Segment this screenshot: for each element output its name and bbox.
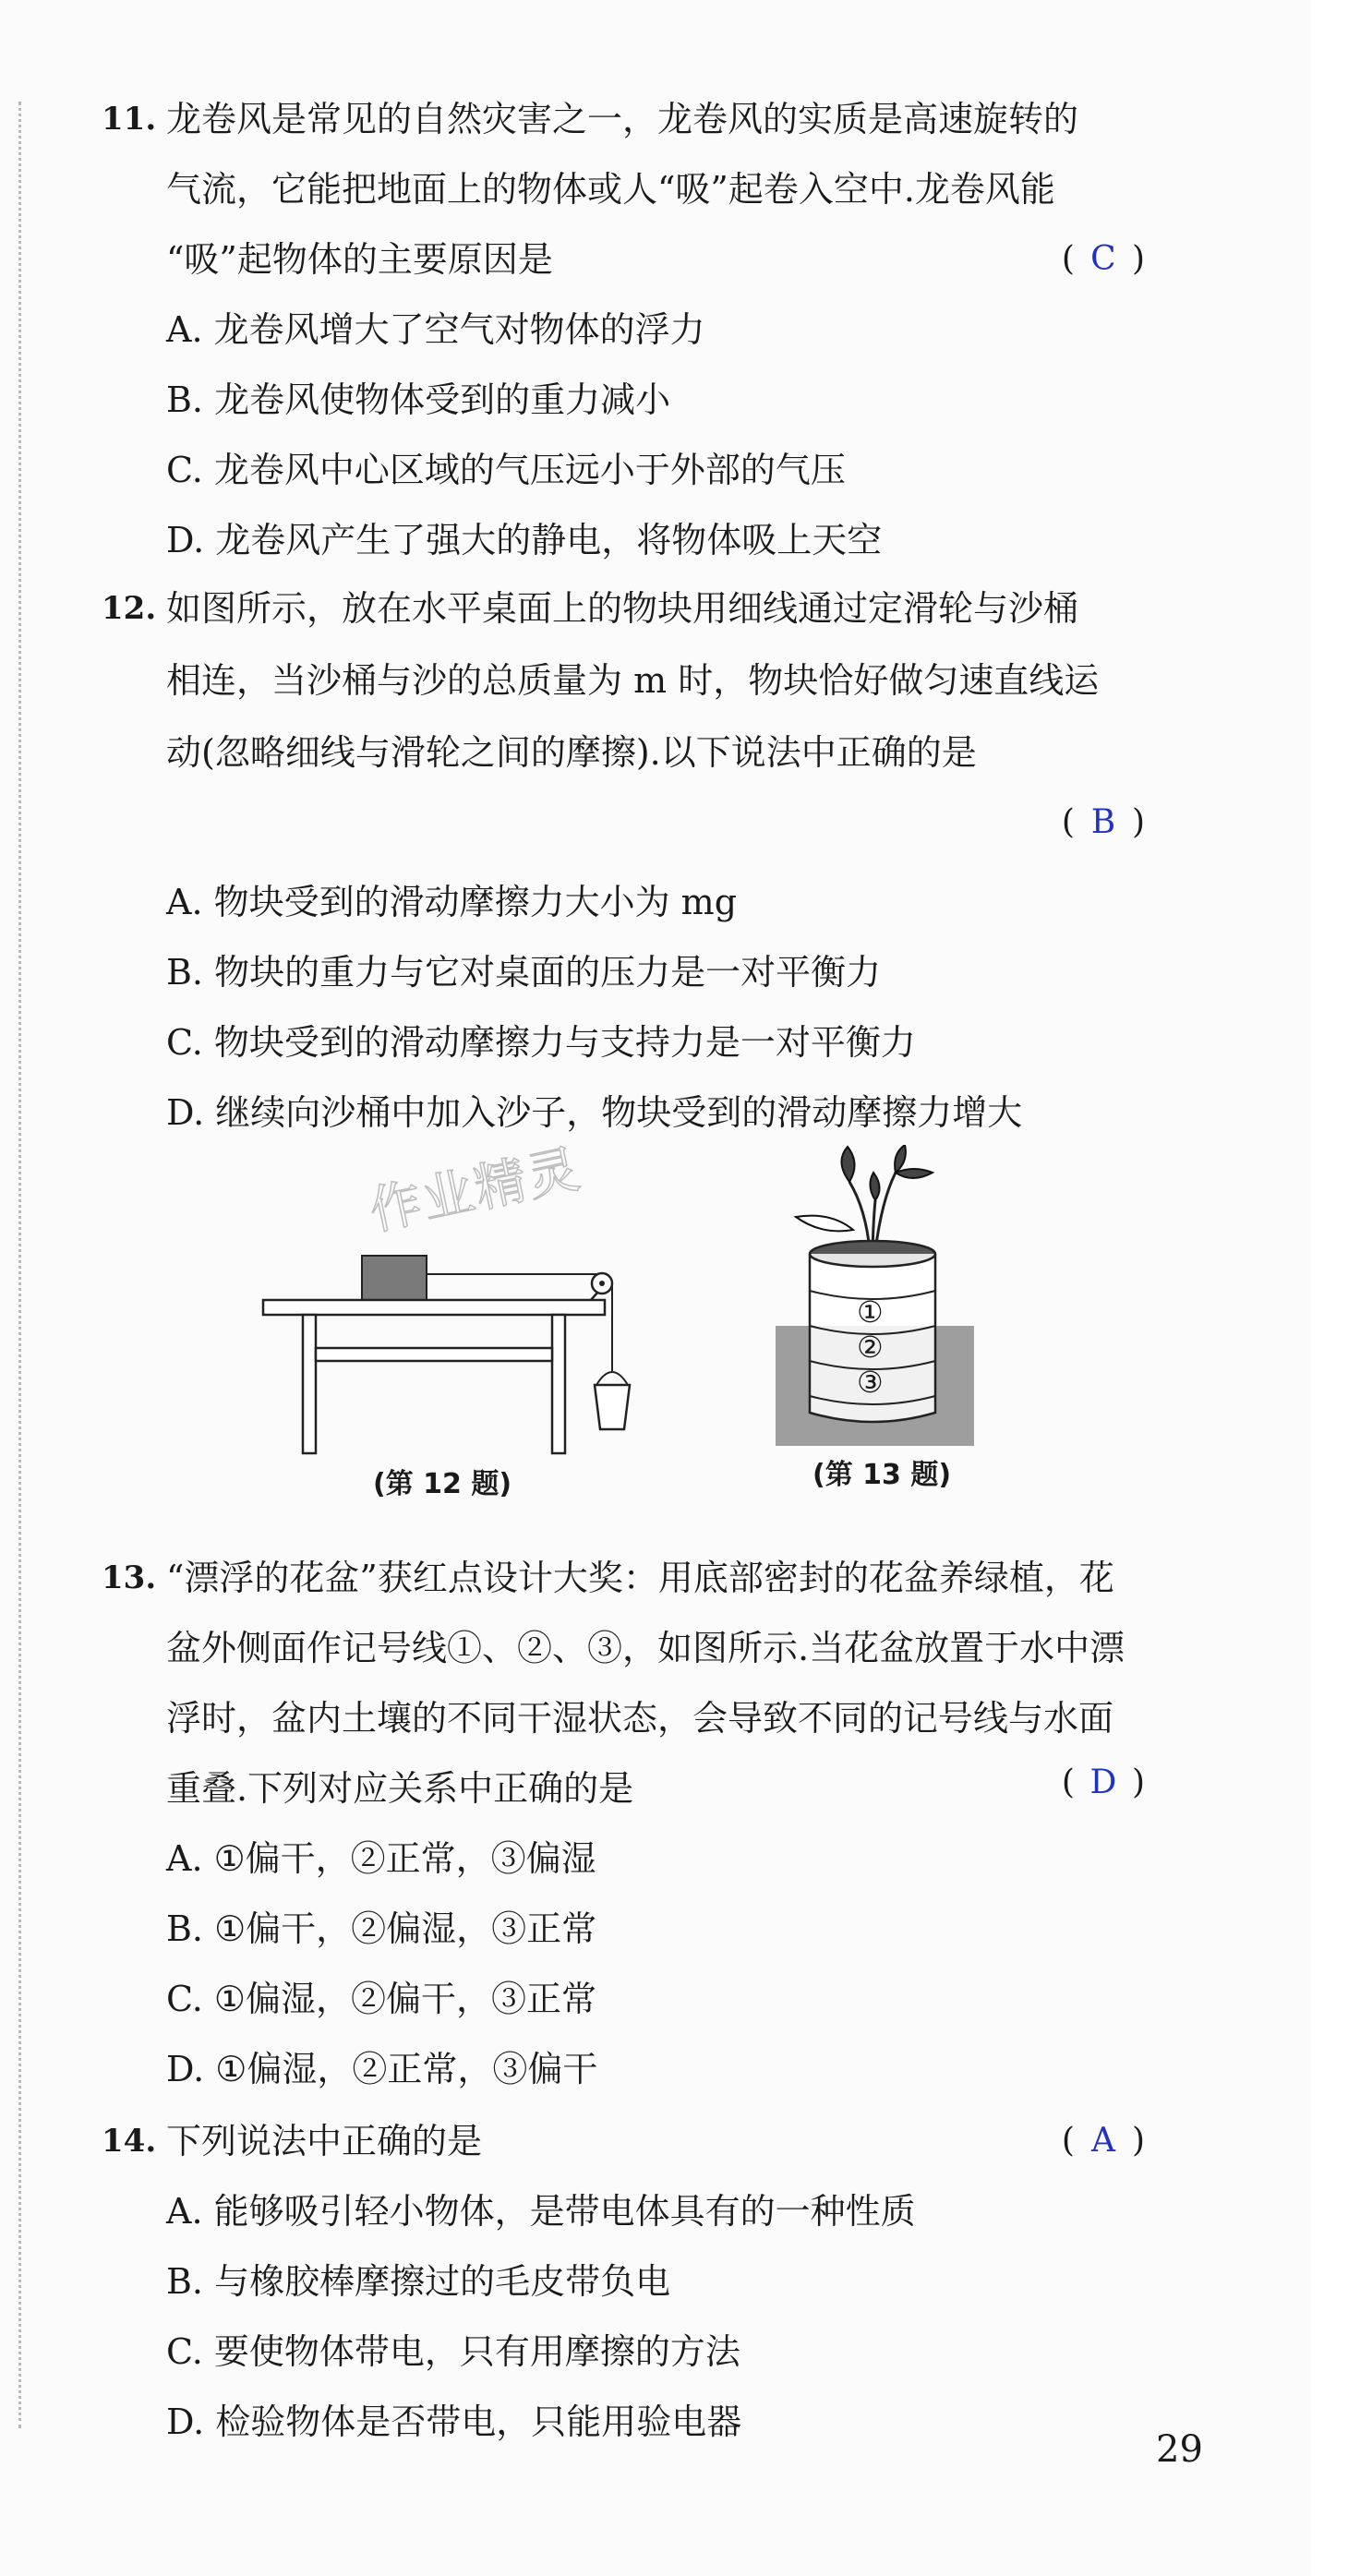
question-text-line: “吸”起物体的主要原因是 [166,239,553,280]
answer-letter: A [1090,2122,1115,2160]
question-12 [102,572,1145,1145]
figure-12-caption: (第 12 题) [373,1468,512,1500]
question-text-line: 重叠.下列对应关系中正确的是 [166,1768,634,1809]
question-text-line: 气流，它能把地面上的物体或人“吸”起卷入空中.龙卷风能 [166,169,1055,210]
binding-margin-line [18,102,21,2428]
option-d: D. 继续向沙桶中加入沙子，物块受到的滑动摩擦力增大 [166,1092,1023,1133]
option-d: D. 检验物体是否带电，只能用验电器 [166,2401,742,2442]
option-c: C. 要使物体带电，只有用摩擦的方法 [166,2331,740,2372]
option-b: B. 龙卷风使物体受到的重力减小 [166,379,671,420]
answer-bracket: ( C ) [1062,223,1145,295]
question-text-line: “漂浮的花盆”获红点设计大奖：用底部密封的花盆养绿植，花 [166,1558,1114,1598]
answer-bracket: ( A ) [1062,2105,1145,2177]
option-a: A. 龙卷风增大了空气对物体的浮力 [166,309,705,350]
option-c: C. 物块受到的滑动摩擦力与支持力是一对平衡力 [166,1022,916,1063]
question-number: 12. [102,590,157,627]
option-a: A. 能够吸引轻小物体，是带电体具有的一种性质 [166,2191,916,2232]
question-text-line: 龙卷风是常见的自然灾害之一，龙卷风的实质是高速旋转的 [166,99,1079,139]
figure-12-table-pulley [259,1246,646,1468]
page-number: 29 [1156,2428,1203,2471]
figure-13-mark-2: ② [857,1330,884,1365]
question-text-line: 如图所示，放在水平桌面上的物块用细线通过定滑轮与沙桶 [166,588,1079,629]
question-11 [102,83,1145,600]
option-a: A. ①偏干，②正常，③偏湿 [166,1838,596,1879]
option-d: D. 龙卷风产生了强大的静电，将物体吸上天空 [166,520,883,560]
answer-bracket: ( D ) [1062,1747,1145,1819]
question-14 [102,2105,1145,2474]
figure-13-mark-3: ③ [857,1365,884,1400]
option-b: B. 物块的重力与它对桌面的压力是一对平衡力 [166,952,882,993]
figure-13-caption: (第 13 题) [812,1459,952,1491]
option-a: A. 物块受到的滑动摩擦力大小为 mg [166,882,738,922]
option-b: B. 与橡胶棒摩擦过的毛皮带负电 [166,2261,671,2302]
option-b: B. ①偏干，②偏湿，③正常 [166,1908,597,1949]
question-text-line: 浮时，盆内土壤的不同干湿状态，会导致不同的记号线与水面 [166,1698,1114,1739]
figure-13-mark-1: ① [857,1294,884,1330]
question-text-line: 相连，当沙桶与沙的总质量为 m 时，物块恰好做匀速直线运 [166,660,1100,701]
question-text-line: 下列说法中正确的是 [166,2121,483,2161]
watermark: 作业精灵 [364,1138,587,1243]
option-d: D. ①偏湿，②正常，③偏干 [166,2049,598,2089]
question-number: 13. [102,1559,157,1596]
answer-letter: D [1089,1763,1117,1801]
question-13 [102,1542,1145,2114]
option-c: C. ①偏湿，②偏干，③正常 [166,1979,596,2019]
question-text-line: 动(忽略细线与滑轮之间的摩擦).以下说法中正确的是 [166,732,977,773]
answer-bracket: ( B ) [1062,787,1145,859]
answer-letter: C [1090,240,1116,278]
question-number: 11. [102,101,157,138]
question-text-line: 盆外侧面作记号线①、②、③，如图所示.当花盆放置于水中漂 [166,1628,1125,1668]
question-number: 14. [102,2123,157,2160]
answer-letter: B [1090,803,1116,841]
option-c: C. 龙卷风中心区域的气压远小于外部的气压 [166,450,846,490]
